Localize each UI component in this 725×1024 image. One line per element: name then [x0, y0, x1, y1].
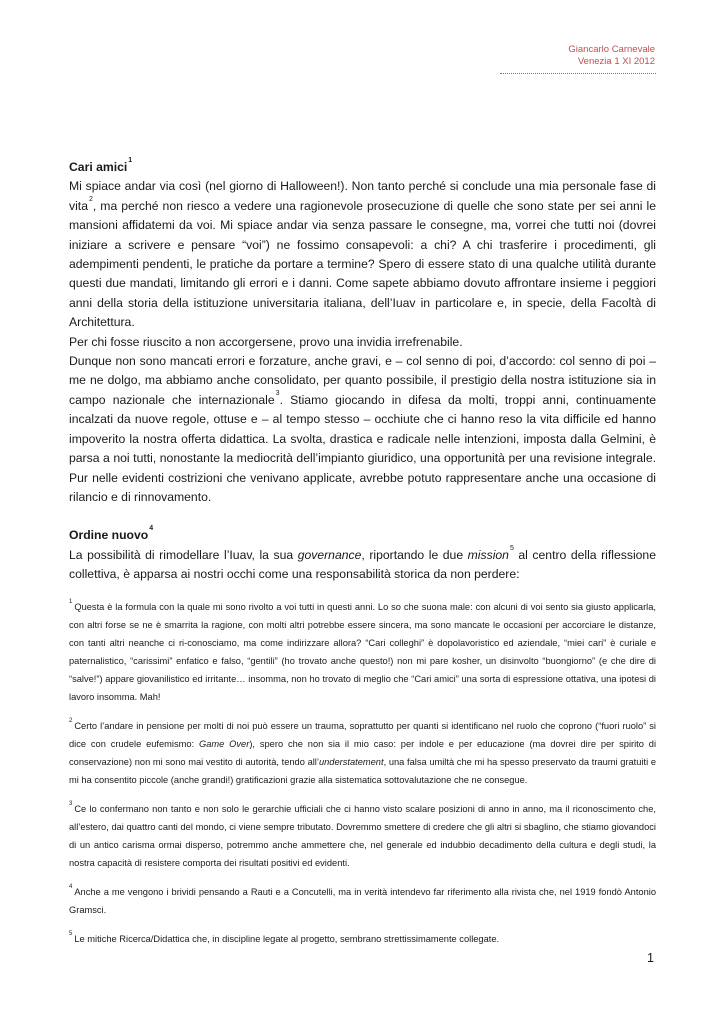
emphasis: mission	[467, 547, 509, 562]
text-run: Dunque non sono mancati errori e forzature, anche gravi, e – col senno di poi, d’accordo: col senno di poi – me ne dolgo, ma abbiamo anche consolidato, per quanto possibile, il prestigio della nostra istituzione sia in campo nazionale che internazionale	[69, 354, 656, 407]
main-content	[69, 158, 656, 585]
page-header	[568, 44, 655, 68]
footnote	[69, 717, 656, 789]
footnote-number: 1	[69, 599, 73, 605]
emphasis: understatement	[318, 757, 384, 767]
footnote-text: Certo l’andare in pensione per molti di noi può essere un trauma, soprattutto per quanti si identificano nel ruolo che coprono (“fuori ruolo” si dice con crudele eufemismo:	[69, 721, 656, 749]
footnote	[69, 800, 656, 872]
text-run: , ma perché non riesco a vedere una ragionevole prosecuzione di quelle che sono state per sei anni le mansioni affidatemi da voi. Mi spiace andar via senza passare le consegne, ma, vorrei che tutti noi (dovrei iniziare a scrivere e pensare “voi”) ne fossimo consapevoli: a chi? A chi trasferire i procedimenti, gli adempimenti pendenti, le pratiche da portare a termine? Spero di essere stato di una qualche utilità durante questi due mandati, limitando gli errori e i danni. Come sapete abbiamo dovuto affrontare insieme i peggiori anni della storia della istituzione universitaria italiana, dell’Iuav in particolare e, in specie, della Facoltà di Architettura.	[69, 198, 656, 330]
header-divider	[500, 73, 656, 74]
footnote-number: 4	[69, 884, 73, 890]
section-heading-cari-amici	[69, 158, 656, 177]
footnote-text: Anche a me vengono i brividi pensando a Rauti e a Concutelli, ma in verità intendevo far riferimento alla rivista che, nel 1919 fondò Antonio Gramsci.	[69, 887, 656, 915]
footnote-ref[interactable]: 2	[88, 195, 93, 203]
page-number: 1	[647, 951, 654, 965]
section-title: Cari amici	[69, 160, 128, 174]
footnote-ref[interactable]: 5	[509, 544, 514, 552]
footnote-text: Questa è la formula con la quale mi sono rivolto a voi tutti in questi anni. Lo so che suona male: con alcuni di voi sento sia giusto applicarla, con altri forse se ne è smarrita la ragione, con molti altri potrebbe essere sincera, ma sono mancate le occasioni per accorciare le distanze, con tanti altri neanche ci ri-conosciamo, ma come indirizzare allora? “Cari colleghi” è dopolavoristico ed aziendale, “miei cari” è curiale e paternalistico, “carissimi” enfatico e falso, “gentili” (ho trovato anche questo!) non mi pare kosher, un disinvolto “buongiorno” (e che dire di “salve!”) appare giovanilistico ed irritante… insomma, non ho trovato di meglio che “Cari amici” una sorta di espressione ottativa, una ipotesi di lavoro insomma. Mah!	[69, 602, 656, 702]
text-run: al centro della riflessione collettiva, è apparsa ai nostri occhi come una responsabilità storica da non perdere:	[69, 547, 656, 582]
footnote-number: 3	[69, 801, 73, 807]
emphasis: governance	[297, 547, 362, 562]
header-author: Giancarlo Carnevale	[568, 44, 655, 55]
section-title: Ordine nuovo	[69, 528, 149, 543]
footnote-text: , una falsa umiltà che mi ha spesso preservato da traumi gratuiti e mi ha consentito piccole (anche grandi!) gratificazioni grazie alla sistematica sottovalutazione che ne consegue.	[69, 757, 656, 785]
footnote	[69, 598, 656, 706]
footnotes	[69, 598, 656, 959]
text-run: Mi spiace andar via così (nel giorno di Halloween!). Non tanto perché si conclude una mia personale fase di vita	[69, 179, 656, 213]
body-paragraph	[69, 177, 656, 332]
body-paragraph: Per chi fosse riuscito a non accorgersene, provo una invidia irrefrenabile.	[69, 334, 463, 349]
footnote-text: ), spero che non sia il mio caso: per indole e per educazione (ma dovrei dire per spirito di conservazione) non mi sono mai vestito di autorità, tendo all’	[69, 739, 657, 767]
footnote	[69, 930, 656, 948]
text-run: La possibilità di rimodellare l’Iuav, la sua	[69, 547, 298, 562]
paragraph-gap	[69, 507, 656, 526]
footnote	[69, 883, 656, 919]
footnote-number: 2	[69, 718, 73, 724]
footnote-ref[interactable]: 1	[128, 157, 133, 164]
text-run: . Stiamo giocando in difesa da molti, troppi anni, continuamente incalzati da nuove regole, ottuse e – al tempo stesso – occhiute che ci hanno reso la vita difficile ed hanno impoverito la nostra offerta didattica. La svolta, drastica e radicale nelle intenzioni, imposta dalla Gelmini, è parsa a noi tutti, nonostante la mediocrità dell’impianto giuridico, una opportunità per una revisione integrale. Pur nelle evidenti costrizioni che venivano applicate, avrebbe potuto rappresentare anche una occasione di rilancio e di rinnovamento.	[69, 392, 657, 504]
footnote-text: Ce lo confermano non tanto e non solo le gerarchie ufficiali che ci hanno visto scalare posizioni di anno in anno, ma il riconoscimento che, all’estero, dai quattro canti del mondo, ci viene sempre tributato. Dovremmo smettere di credere che gli altri si sbaglino, che stiamo giovandoci di un antico carisma ormai disperso, potremmo anche ammettere che, nel generale ed indubbio decadimento della cultura e degli studi, la nostra capacità di resistere comporta dei risultati positivi ed evidenti.	[69, 804, 656, 868]
footnote-text: Le mitiche Ricerca/Didattica che, in discipline legate al progetto, sembrano strettissimamente collegate.	[74, 934, 500, 944]
header-place-date: Venezia 1 XI 2012	[577, 56, 655, 67]
body-paragraph	[69, 352, 656, 507]
text-run: , riportando le due	[361, 547, 468, 562]
emphasis: Game Over	[199, 739, 250, 749]
footnote-ref[interactable]: 3	[275, 389, 280, 397]
footnote-ref[interactable]: 4	[149, 525, 154, 533]
footnote-number: 5	[69, 931, 73, 937]
section-heading-ordine-nuovo	[69, 526, 656, 545]
body-paragraph	[69, 546, 656, 585]
